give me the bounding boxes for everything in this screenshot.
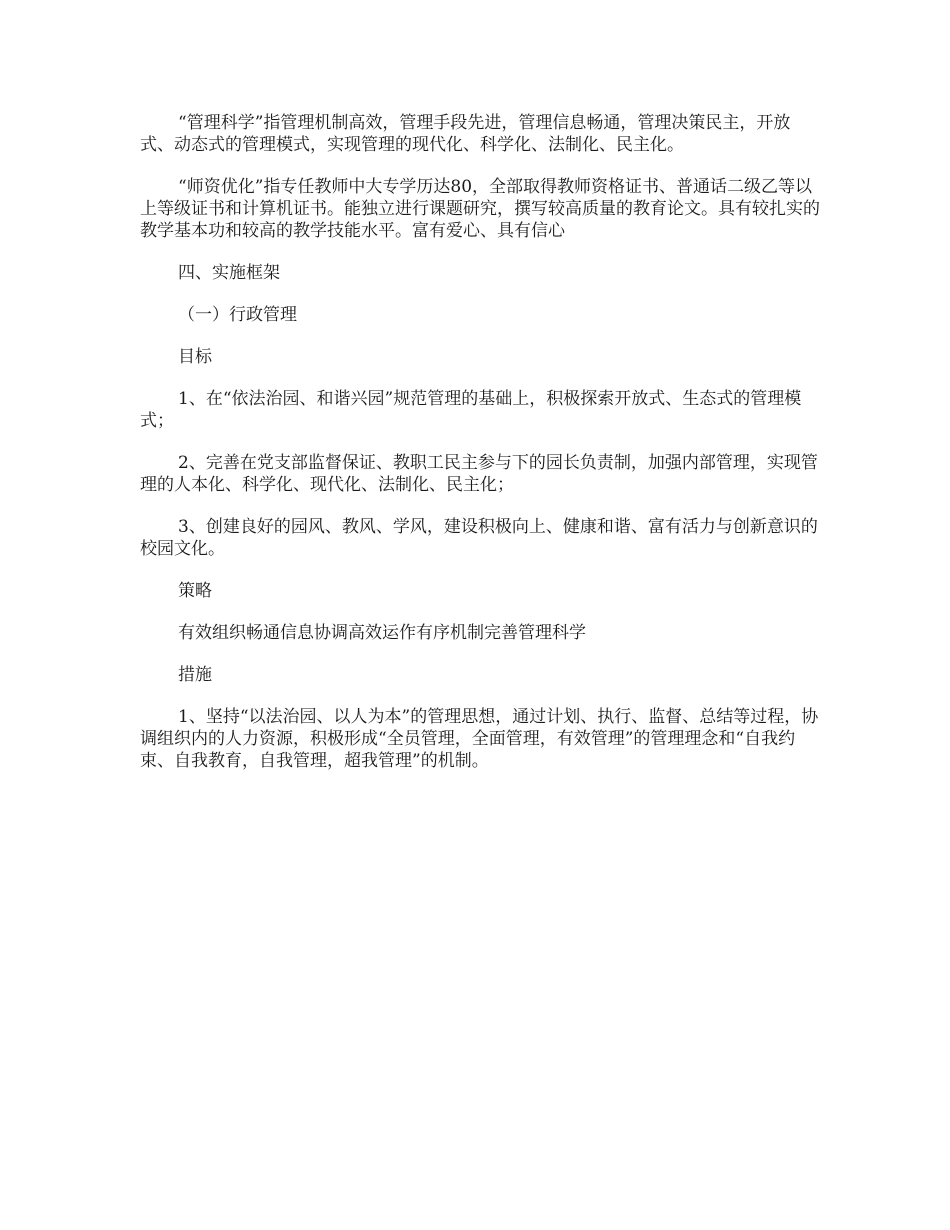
goal-item-2: 2、完善在党支部监督保证、教职工民主参与下的园长负责制，加强内部管理，实现管理的人本化、科学化、现代化、法制化、民主化；: [140, 453, 818, 495]
document-body: [140, 112, 820, 792]
label-strategy: 策略: [178, 581, 212, 601]
goal-item-3: 3、创建良好的园风、教风、学风，建设积极向上、健康和谐、富有活力与创新意识的校园文化。: [140, 517, 818, 559]
paragraph-teacher-optimization: “师资优化”指专任教师中大专学历达80，全部取得教师资格证书、普通话二级乙等以上等级证书和计算机证书。能独立进行课题研究，撰写较高质量的教育论文。具有较扎实的教学基本功和较高的教学技能水平。富有爱心、具有信心: [140, 177, 820, 241]
label-measures: 措施: [178, 665, 212, 685]
subsection-heading-administration: （一）行政管理: [178, 305, 297, 325]
section-heading-implementation-framework: 四、实施框架: [178, 263, 280, 283]
label-goals: 目标: [178, 347, 212, 367]
measure-item-1: 1、坚持“以法治园、以人为本”的管理思想，通过计划、执行、监督、总结等过程，协调组织内的人力资源，积极形成“全员管理，全面管理，有效管理”的管理理念和“自我约束、自我教育，自我管理，超我管理”的机制。: [140, 707, 819, 771]
strategy-text: 有效组织畅通信息协调高效运作有序机制完善管理科学: [178, 623, 586, 643]
paragraph-management-science: “管理科学”指管理机制高效，管理手段先进，管理信息畅通，管理决策民主，开放式、动态式的管理模式，实现管理的现代化、科学化、法制化、民主化。: [140, 113, 791, 155]
goal-item-1: 1、在“依法治园、和谐兴园”规范管理的基础上，积极探索开放式、生态式的管理模式；: [140, 389, 802, 431]
